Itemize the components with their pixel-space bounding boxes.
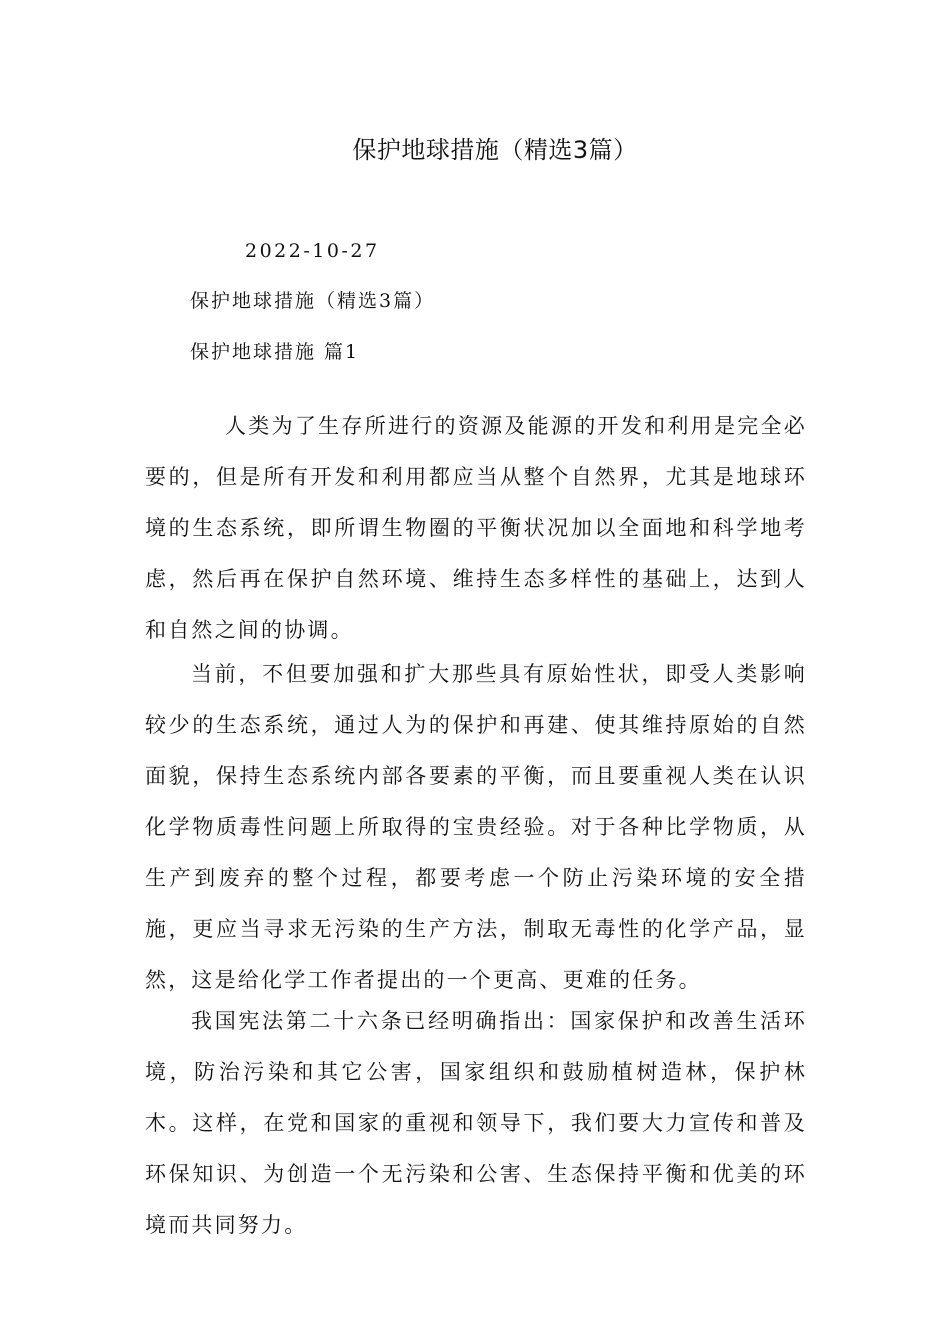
- section-heading: 保护地球措施 篇1: [190, 341, 360, 363]
- paragraph-2: 当前，不但要加强和扩大那些具有原始性状，即受人类影响较少的生态系统，通过人为的保护和再建、使其维持原始的自然面貌，保持生态系统内部各要素的平衡，而且要重视人类在认识化学物质毒性问题上所取得的宝贵经验。对于各种比学物质，从生产到废弃的整个过程，都要考虑一个防止污染环境的安全措施，更应当寻求无污染的生产方法，制取无毒性的化学产品，显然，这是给化学工作者提出的一个更高、更难的任务。: [145, 662, 807, 992]
- document-title: 保护地球措施（精选3篇）: [352, 136, 638, 164]
- paragraph-3: 我国宪法第二十六条已经明确指出：国家保护和改善生活环境，防治污染和其它公害，国家组织和鼓励植树造林，保护林木。这样，在党和国家的重视和领导下，我们要大力宣传和普及环保知识、为创造一个无污染和公害、生态保持平衡和优美的环境而共同努力。: [145, 1009, 807, 1237]
- paragraph-1: 人类为了生存所进行的资源及能源的开发和利用是完全必要的，但是所有开发和利用都应当从整个自然界，尤其是地球环境的生态系统，即所谓生物圈的平衡状况加以全面地和科学地考虑，然后再在保护自然环境、维持生态多样性的基础上，达到人和自然之间的协调。: [145, 414, 807, 642]
- document-date: 2022-10-27: [245, 240, 380, 262]
- document-subtitle: 保护地球措施（精选3篇）: [190, 290, 436, 312]
